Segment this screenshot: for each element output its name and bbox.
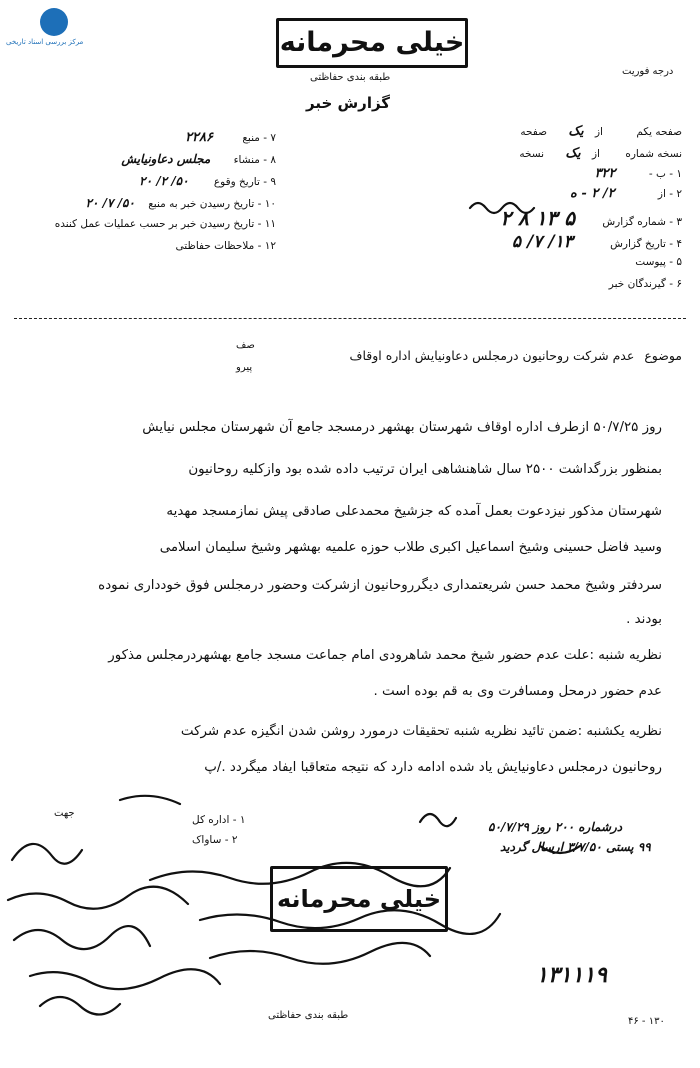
body-line: سردفتر وشیخ محمد حسن شریعتمداری دیگرروحانیون ازشرکت وحضور درمجلس فوق خودداری نموده bbox=[98, 578, 662, 593]
subject-line: موضوع عدم شرکت روحانیون درمجلس دعاونیایش اداره اوقاف bbox=[349, 348, 682, 363]
field-recipients: ۶ - گیرندگان خبر bbox=[608, 278, 682, 290]
priority-label: درجه فوریت bbox=[622, 66, 674, 77]
body-line: عدم حضور درمحل ومسافرت وی به قم بوده است . bbox=[373, 684, 662, 699]
handwriting-stroke bbox=[40, 997, 120, 1015]
handwriting-stroke bbox=[30, 969, 220, 989]
field-arrival-date: ۱۱ - تاریخ رسیدن خبر بر حسب عملیات عمل کننده bbox=[54, 218, 276, 230]
handwriting-stroke bbox=[150, 863, 450, 886]
handwriting-stroke bbox=[120, 796, 180, 804]
body-line: روحانیون درمجلس دعاونیایش یاد شده ادامه دارد که نتیجه متعاقبا ایفاد میگردد ./پ bbox=[204, 760, 662, 775]
body-line: بودند . bbox=[626, 612, 662, 627]
signature-stroke bbox=[420, 814, 456, 826]
report-title: گزارش خبر bbox=[306, 94, 391, 112]
classification-label-bottom: طبقه بندی حفاظتی bbox=[268, 1010, 349, 1021]
field-from: ۲ - از ۲/ ۲ - ه bbox=[570, 186, 682, 201]
field-report-number: ۳ - شماره گزارش ۵ ۱۳ ۸ ۲ bbox=[500, 206, 682, 230]
handwriting-stroke bbox=[14, 926, 150, 949]
document-number: ۱۳۱۱۱۹ bbox=[536, 962, 607, 988]
logo-text: مرکز بررسی اسناد تاریخی bbox=[6, 38, 84, 46]
dispatch-note-1: درشماره ۲۰۰ روز ۵۰/۷/۲۹ bbox=[488, 820, 623, 834]
handwriting-stroke bbox=[200, 910, 500, 934]
field-security-notes: ۱۲ - ملاحظات حفاظتی bbox=[175, 240, 276, 252]
field-origin: ۸ - منشاء مجلس دعاونیایش bbox=[121, 152, 276, 166]
body-line: شهرستان مذکور نیزدعوت بعمل آمده که جزشیخ محمدعلی صادقی پیش نمازمسجد مهدیه bbox=[166, 504, 662, 519]
handwriting-stroke bbox=[8, 887, 188, 909]
confidential-stamp: خیلی محرمانه bbox=[276, 18, 468, 68]
field-report-date: ۴ - تاریخ گزارش ۱۳/ ۷/ ۵ bbox=[511, 232, 682, 252]
distribution-item-2: ۲ - ساواک bbox=[192, 834, 238, 846]
body-line: وسید فاضل حسینی وشیخ اسماعیل اکبری طلاب حوزه علمیه بهشهر وشیخ سلیمان اسلامی bbox=[159, 540, 662, 555]
handwriting-stroke bbox=[470, 203, 534, 213]
body-line: نظریه یکشنبه :ضمن تائید نظریه شنبه تحقیقات درمورد روشن شدن انگیزه عدم شرکت bbox=[180, 724, 662, 739]
handwriting-stroke bbox=[12, 844, 82, 864]
field-copy: نسخه شماره از یک نسخه bbox=[519, 146, 682, 161]
body-line: روز ۵۰/۷/۲۵ ازطرف اداره اوقاف شهرستان بهشهر درمسجد جامع آن شهرستان مجلس نیایش bbox=[142, 420, 662, 435]
field-occurrence-date: ۹ - تاریخ وقوع ۵۰/ ۲/ ۲۰ bbox=[139, 174, 276, 188]
field-page: صفحه یکم از یک صفحه bbox=[520, 124, 682, 139]
body-line: نظریه شنبه :علت عدم حضور شیخ محمد شاهرودی امام جماعت مسجد جامع بهشهردرمجلس مذکور bbox=[108, 648, 662, 663]
field-source-date: ۱۰ - تاریخ رسیدن خبر به منبع ۵۰/ ۷/ ۲۰ bbox=[85, 196, 276, 210]
field-source: ۷ - منبع ۲۲۸۶ bbox=[185, 130, 276, 145]
signature-stroke bbox=[540, 846, 580, 853]
distribution-label: جهت bbox=[54, 808, 75, 819]
field-attachment: ۵ - پیوست bbox=[635, 256, 682, 268]
field-b: ۱ - ب - ۳۲۲ bbox=[594, 166, 682, 181]
handwriting-stroke bbox=[210, 943, 430, 964]
body-line: بمنظور بزرگداشت ۲۵۰۰ سال شاهنشاهی ایران ترتیب داده شده بود وازکلیه روحانیون bbox=[188, 462, 662, 477]
dispatch-note-2: ۹۹ پستی ۳/۷/۵۰ ارسال گردید bbox=[500, 840, 651, 854]
page-code: ۱۳۰ - ۴۶ bbox=[628, 1016, 665, 1027]
subject-tag-1: صف bbox=[236, 340, 255, 351]
distribution-item-1: ۱ - اداره کل bbox=[192, 814, 246, 826]
confidential-stamp-bottom: خیلی محرمانه bbox=[270, 866, 448, 932]
subject-tag-2: پیرو bbox=[236, 362, 253, 373]
classification-label: طبقه بندی حفاظتی bbox=[310, 72, 391, 83]
